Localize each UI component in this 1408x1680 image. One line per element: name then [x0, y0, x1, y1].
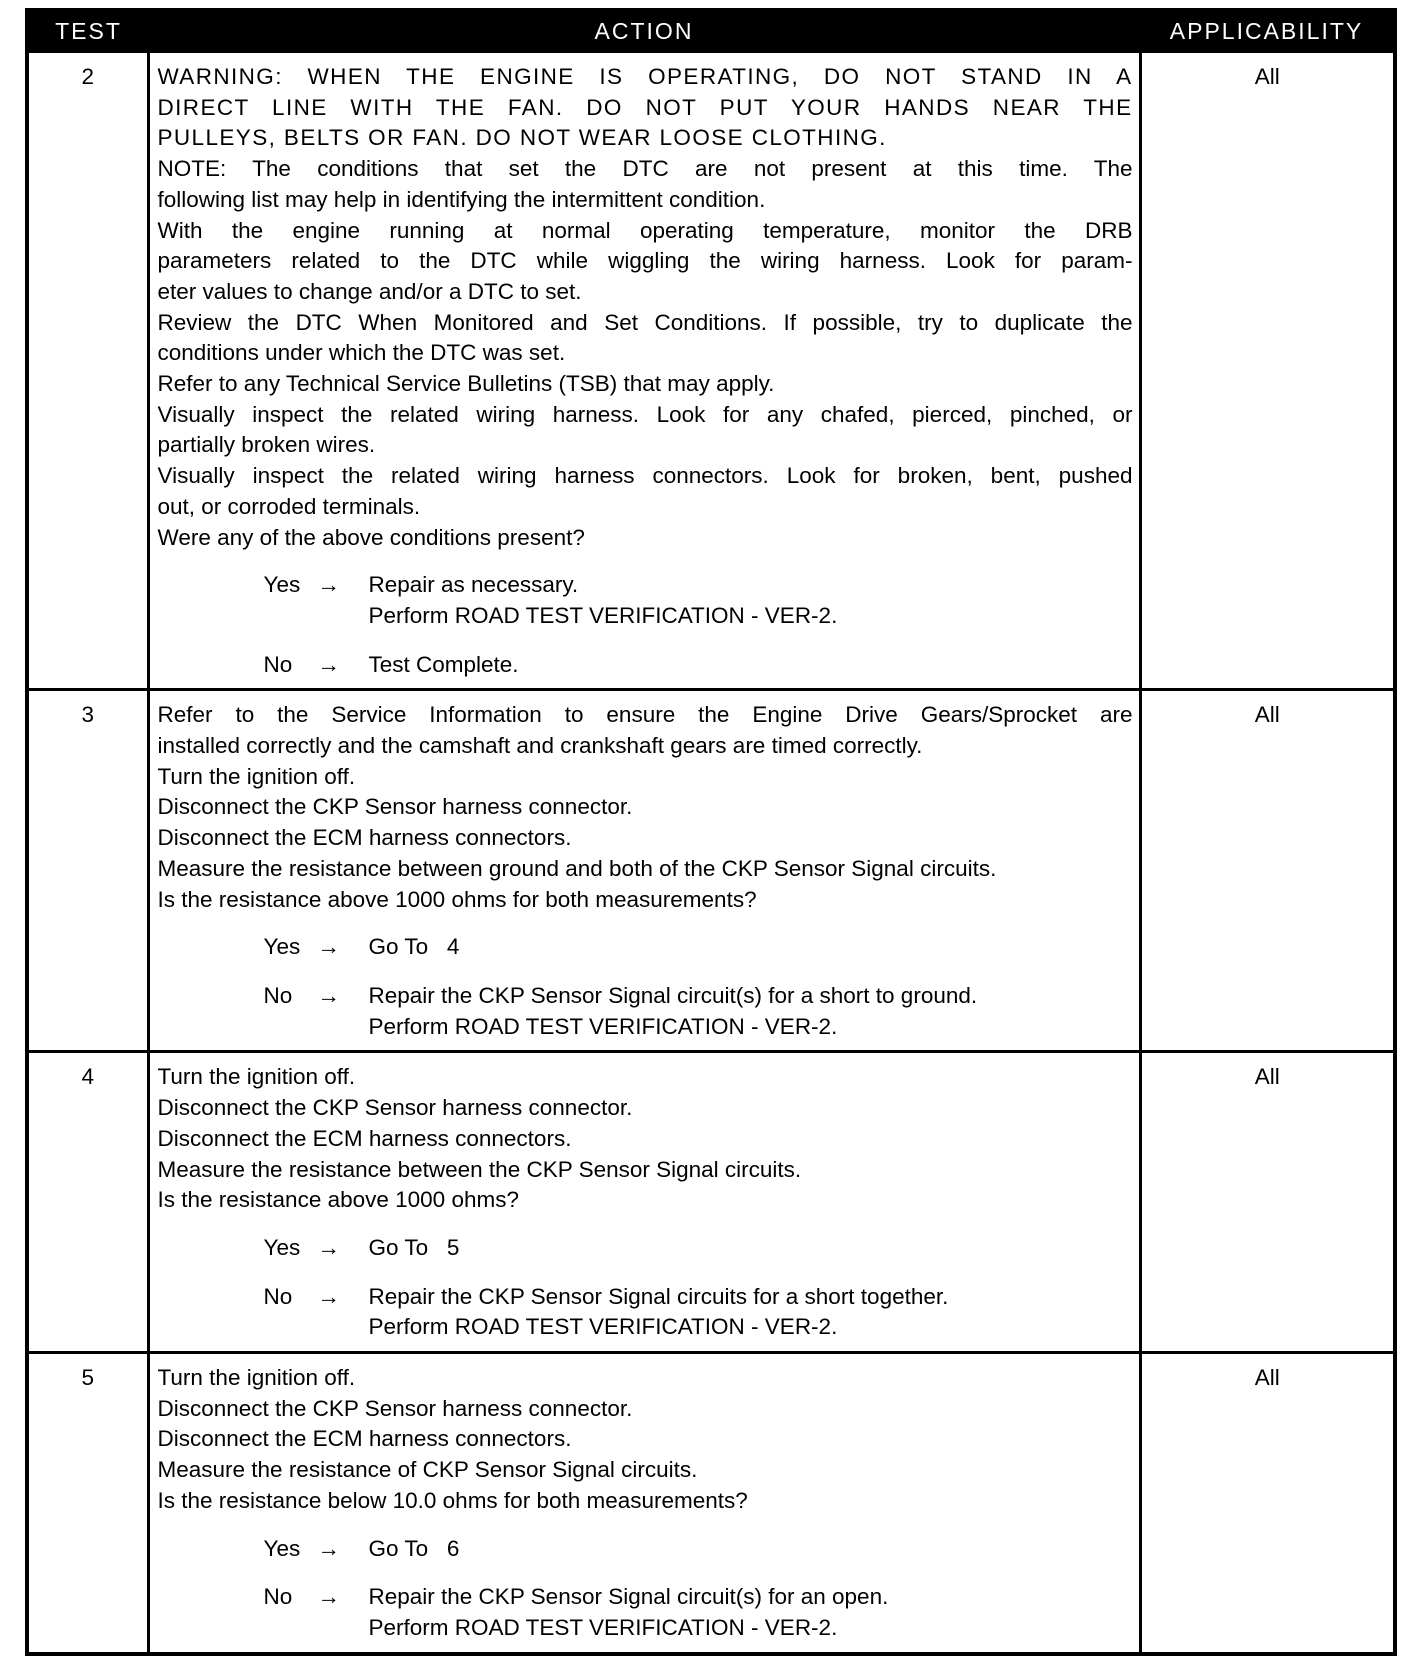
test-number: 2: [27, 52, 148, 690]
header-action: ACTION: [148, 10, 1140, 52]
response-key: Yes: [263, 934, 301, 960]
action-line: Disconnect the ECM harness connectors.: [157, 825, 572, 851]
response-line: Repair the CKP Sensor Signal circuit(s) for a short to ground.: [368, 982, 978, 1008]
action-line: Measure the resistance of CKP Sensor Signal circuits.: [157, 1457, 698, 1483]
warning-line: PULLEYS, BELTS OR FAN. DO NOT WEAR LOOSE CLOTHING.: [157, 125, 887, 151]
response-no: [264, 1282, 1133, 1343]
action-line: Disconnect the ECM harness connectors.: [157, 1125, 572, 1151]
action-cell: [148, 1052, 1140, 1353]
action-line: Refer to the Service Information to ensure the Engine Drive Gears/Sprocket are: [157, 702, 1133, 728]
note-line: following list may help in identifying the intermittent condition.: [157, 186, 766, 212]
action-line: Turn the ignition off.: [157, 1365, 356, 1391]
table-header: [27, 10, 1395, 52]
applicability-value: All: [1140, 1052, 1395, 1353]
action-line: installed correctly and the camshaft and crankshaft gears are timed correctly.: [157, 733, 923, 759]
action-line: parameters related to the DTC while wiggling the wiring harness. Look for param-: [157, 248, 1133, 274]
applicability-value: All: [1140, 52, 1395, 690]
action-line: out, or corroded terminals.: [157, 493, 421, 519]
responses: [158, 1233, 1133, 1343]
test-row-5: [27, 1353, 1395, 1654]
response-line: Repair the CKP Sensor Signal circuits for a short together.: [368, 1283, 949, 1309]
response-line: Perform ROAD TEST VERIFICATION - VER-2.: [368, 1314, 838, 1340]
action-line: Review the DTC When Monitored and Set Conditions. If possible, try to duplicate the: [157, 309, 1133, 335]
response-line: Perform ROAD TEST VERIFICATION - VER-2.: [368, 1614, 838, 1640]
response-text: [369, 1233, 460, 1264]
action-line: Visually inspect the related wiring harness. Look for any chafed, pierced, pinched, or: [157, 401, 1133, 427]
action-line: eter values to change and/or a DTC to set.: [157, 278, 582, 304]
response-line: Go To 5: [368, 1234, 460, 1260]
question-line: Is the resistance below 10.0 ohms for both measurements?: [157, 1487, 748, 1513]
response-line: Perform ROAD TEST VERIFICATION - VER-2.: [368, 1013, 838, 1039]
right-arrow-icon: →: [317, 1234, 340, 1260]
response-key: No: [263, 1584, 293, 1610]
response-line: Perform ROAD TEST VERIFICATION - VER-2.: [368, 602, 838, 628]
response-key: No: [263, 1283, 293, 1309]
response-yes: [264, 570, 1133, 631]
response-key: Yes: [263, 1234, 301, 1260]
applicability-value: All: [1140, 690, 1395, 1052]
action-line: Disconnect the CKP Sensor harness connector.: [157, 1395, 633, 1421]
table-body: [27, 52, 1395, 1654]
test-row-3: [27, 690, 1395, 1052]
response-text: [369, 1534, 460, 1565]
response-text: [369, 932, 460, 963]
action-line: Disconnect the CKP Sensor harness connector.: [157, 794, 633, 820]
response-text: [369, 570, 838, 631]
response-text: [369, 1582, 889, 1643]
action-line: Turn the ignition off.: [157, 1064, 356, 1090]
response-line: Go To 4: [368, 934, 460, 960]
action-line: Measure the resistance between the CKP Sensor Signal circuits.: [157, 1156, 802, 1182]
right-arrow-icon: →: [317, 651, 340, 677]
action-cell: [148, 690, 1140, 1052]
right-arrow-icon: →: [317, 1584, 340, 1610]
action-line: conditions under which the DTC was set.: [157, 340, 566, 366]
action-line: Disconnect the ECM harness connectors.: [157, 1426, 572, 1452]
test-row-4: [27, 1052, 1395, 1353]
response-yes: [264, 932, 1133, 963]
response-key: Yes: [263, 572, 301, 598]
responses: [158, 1534, 1133, 1644]
test-number: 3: [27, 690, 148, 1052]
question-line: Is the resistance above 1000 ohms?: [157, 1187, 519, 1213]
response-key: Yes: [263, 1535, 301, 1561]
action-cell: [148, 1353, 1140, 1654]
action-cell: [148, 52, 1140, 690]
right-arrow-icon: →: [317, 572, 340, 598]
question-line: Were any of the above conditions present?: [157, 524, 585, 550]
response-text: [369, 981, 978, 1042]
header-applicability: APPLICABILITY: [1140, 10, 1395, 52]
diagnostic-test-table: [25, 8, 1397, 1656]
test-row-2: [27, 52, 1395, 690]
question-line: Is the resistance above 1000 ohms for both measurements?: [157, 886, 757, 912]
action-line: With the engine running at normal operating temperature, monitor the DRB: [157, 217, 1133, 243]
test-number: 4: [27, 1052, 148, 1353]
right-arrow-icon: →: [317, 1535, 340, 1561]
action-line: Visually inspect the related wiring harness connectors. Look for broken, bent, pushed: [157, 463, 1133, 489]
response-line: Repair the CKP Sensor Signal circuit(s) for an open.: [368, 1584, 889, 1610]
responses: [158, 570, 1133, 680]
action-line: partially broken wires.: [157, 432, 376, 458]
applicability-value: All: [1140, 1353, 1395, 1654]
response-text: [369, 1282, 949, 1343]
response-no: [264, 981, 1133, 1042]
warning-line: DIRECT LINE WITH THE FAN. DO NOT PUT YOUR HANDS NEAR THE: [157, 94, 1133, 120]
response-key: No: [263, 651, 293, 677]
response-yes: [264, 1534, 1133, 1565]
response-key: No: [263, 982, 293, 1008]
header-test: TEST: [27, 10, 148, 52]
action-line: Measure the resistance between ground and both of the CKP Sensor Signal circuits.: [157, 855, 997, 881]
response-line: Test Complete.: [368, 651, 519, 677]
right-arrow-icon: →: [317, 982, 340, 1008]
action-line: Disconnect the CKP Sensor harness connector.: [157, 1095, 633, 1121]
response-no: [264, 650, 1133, 681]
action-line: Refer to any Technical Service Bulletins (TSB) that may apply.: [157, 371, 775, 397]
response-yes: [264, 1233, 1133, 1264]
response-text: [369, 650, 519, 681]
responses: [158, 932, 1133, 1042]
response-no: [264, 1582, 1133, 1643]
right-arrow-icon: →: [317, 934, 340, 960]
action-line: Turn the ignition off.: [157, 763, 356, 789]
note-line: NOTE: The conditions that set the DTC are not present at this time. The: [157, 156, 1133, 182]
warning-line: WARNING: WHEN THE ENGINE IS OPERATING, DO NOT STAND IN A: [157, 64, 1133, 89]
test-number: 5: [27, 1353, 148, 1654]
response-line: Go To 6: [368, 1535, 460, 1561]
response-line: Repair as necessary.: [368, 572, 579, 598]
right-arrow-icon: →: [317, 1283, 340, 1309]
